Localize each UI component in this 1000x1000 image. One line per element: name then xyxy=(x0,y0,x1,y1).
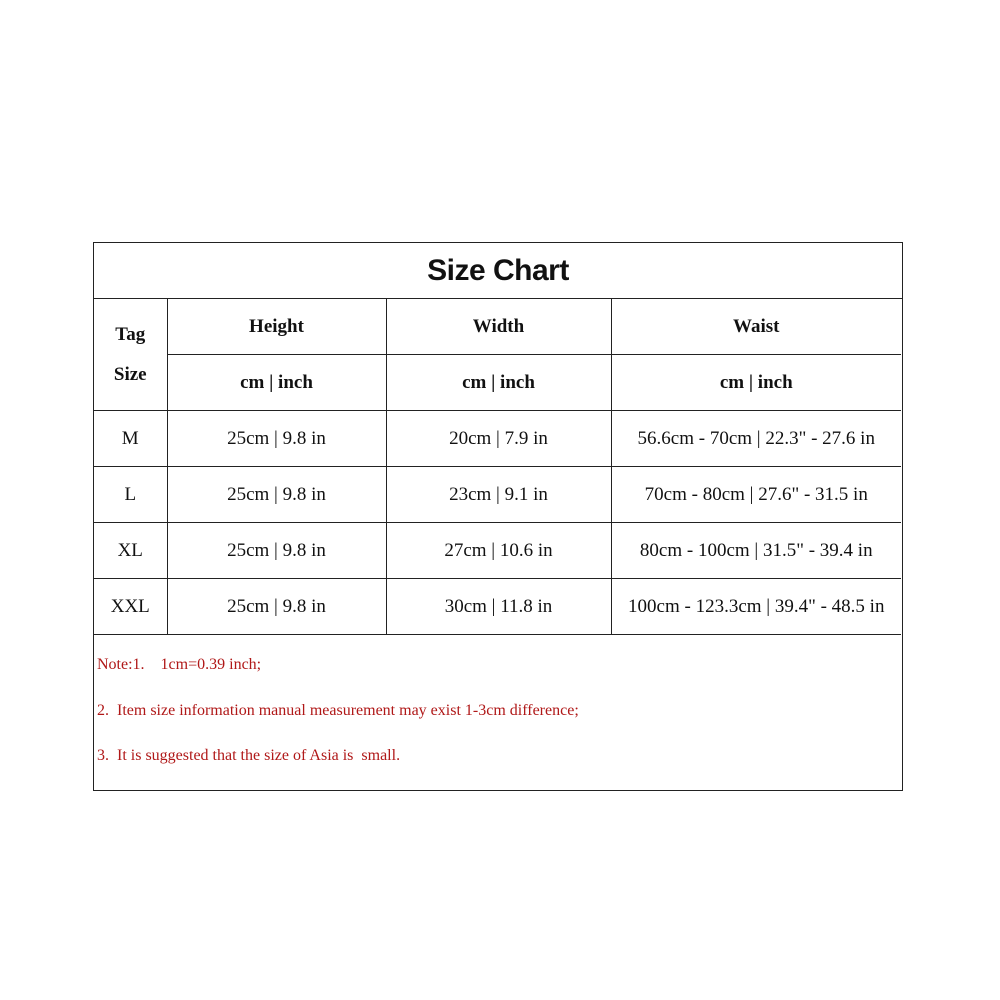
size-chart xyxy=(93,242,903,791)
waist-cell: 70cm - 80cm | 27.6" - 31.5 in xyxy=(611,467,901,523)
waist-unit: cm | inch xyxy=(611,355,901,411)
table-row xyxy=(94,523,901,579)
header-row xyxy=(94,299,901,355)
tag-size-label-1: Tag xyxy=(115,323,146,345)
size-table xyxy=(94,299,901,635)
table-row xyxy=(94,579,901,635)
tag-size-label-2: Size xyxy=(113,363,147,385)
width-cell: 23cm | 9.1 in xyxy=(386,467,611,523)
width-cell: 27cm | 10.6 in xyxy=(386,523,611,579)
width-unit: cm | inch xyxy=(386,355,611,411)
waist-cell: 56.6cm - 70cm | 22.3" - 27.6 in xyxy=(611,411,901,467)
height-header: Height xyxy=(167,299,386,355)
size-cell: M xyxy=(94,411,167,467)
height-cell: 25cm | 9.8 in xyxy=(167,579,386,635)
height-unit: cm | inch xyxy=(167,355,386,411)
width-cell: 20cm | 7.9 in xyxy=(386,411,611,467)
height-cell: 25cm | 9.8 in xyxy=(167,467,386,523)
unit-row xyxy=(94,355,901,411)
height-cell: 25cm | 9.8 in xyxy=(167,411,386,467)
waist-header: Waist xyxy=(611,299,901,355)
waist-cell: 80cm - 100cm | 31.5" - 39.4 in xyxy=(611,523,901,579)
note-line-2: 2. Item size information manual measurement may exist 1-3cm difference; xyxy=(97,702,579,719)
title-row xyxy=(94,243,902,299)
size-cell: L xyxy=(94,467,167,523)
width-header: Width xyxy=(386,299,611,355)
size-cell: XXL xyxy=(94,579,167,635)
tag-size-header xyxy=(94,299,167,411)
width-cell: 30cm | 11.8 in xyxy=(386,579,611,635)
table-row xyxy=(94,411,901,467)
table-row xyxy=(94,467,901,523)
note-line-1: Note:1. 1cm=0.39 inch; xyxy=(97,656,262,673)
size-cell: XL xyxy=(94,523,167,579)
note-line-3: 3. It is suggested that the size of Asia is small. xyxy=(97,747,401,764)
chart-title: Size Chart xyxy=(427,253,569,287)
height-cell: 25cm | 9.8 in xyxy=(167,523,386,579)
waist-cell: 100cm - 123.3cm | 39.4" - 48.5 in xyxy=(611,579,901,635)
